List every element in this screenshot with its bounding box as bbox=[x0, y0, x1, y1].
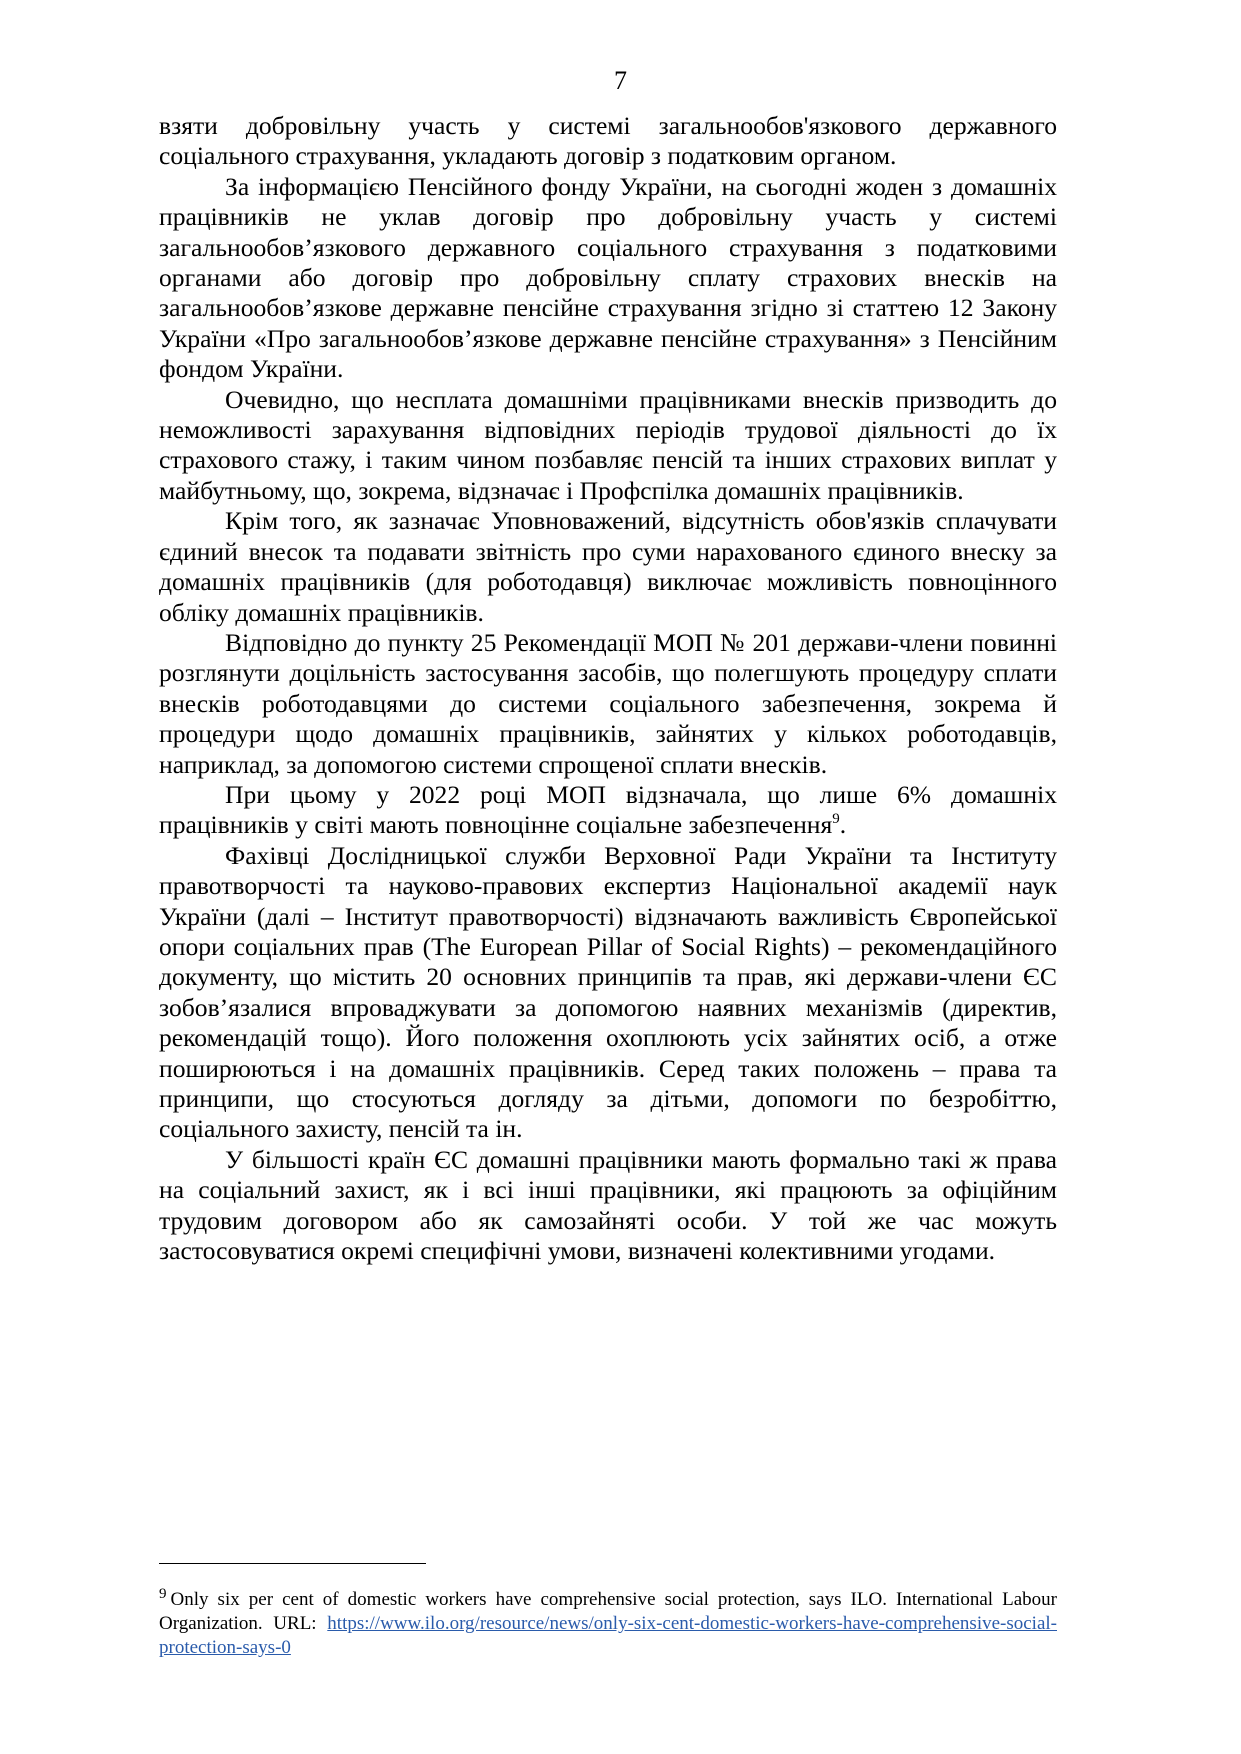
paragraph: Відповідно до пункту 25 Рекомендації МОП № 201 держави-члени повинні розглянути доцільність застосування засобів, що полегшують процедуру сплати внесків роботодавцями до системи соціального забезпечення, зокрема й процедури щодо домашніх працівників, зайнятих у кількох роботодавців, наприклад, за допомогою системи спрощеної сплати внесків. bbox=[159, 627, 1057, 779]
paragraph-text: При цьому у 2022 році МОП відзначала, що лише 6% домашніх працівників у світі мають повноцінне соціальне забезпечення bbox=[159, 779, 1057, 840]
footnote-text: Only six per cent of domestic workers have comprehensive social protection, says ILO. International Labour Organization. URL: bbox=[159, 1589, 1057, 1634]
paragraph: У більшості країн ЄС домашні працівники мають формально такі ж права на соціальний захист, як і всі інші працівники, які працюють за офіційним трудовим договором або як самозайняті особи. У той же час можуть застосовуватися окремі специфічні умови, визначені колективними угодами. bbox=[159, 1144, 1057, 1266]
paragraph: Крім того, як зазначає Уповноважений, відсутність обов'язків сплачувати єдиний внесок та подавати звітність про суми нарахованого єдиного внеску за домашніх працівників (для роботодавця) виключає можливість повноцінного обліку домашніх працівників. bbox=[159, 506, 1057, 627]
paragraph-end: . bbox=[839, 810, 847, 840]
paragraph: взяти добровільну участь у системі загальнообов'язкового державного соціального страхування, укладають договір з податковим органом. bbox=[159, 111, 1057, 171]
body-text bbox=[159, 111, 1057, 1266]
paragraph: За інформацією Пенсійного фонду України, на сьогодні жоден з домашніх працівників не уклав договір про добровільну участь у системі загальнообов’язкового державного соціального страхування з податковими органами або договір про добровільну сплату страхових внесків на загальнообов’язкове державне пенсійне страхування згідно зі статтею 12 Закону України «Про загальнообов’язкове державне пенсійне страхування» з Пенсійним фондом України. bbox=[159, 171, 1057, 384]
paragraph: Очевидно, що несплата домашніми працівниками внесків призводить до неможливості зарахування відповідних періодів трудової діяльності до їх страхового стажу, і таким чином позбавляє пенсій та інших страхових виплат у майбутньому, що, зокрема, відзначає і Профспілка домашніх працівників. bbox=[159, 384, 1057, 505]
page-number: 7 bbox=[614, 66, 627, 95]
footnote-separator bbox=[159, 1563, 426, 1564]
paragraph: Фахівці Дослідницької служби Верховної Ради України та Інституту правотворчості та науково-правових експертиз Національної академії наук України (далі – Інститут правотворчості) відзначають важливість Європейської опори соціальних прав (The European Pillar of Social Rights) – рекомендаційного документу, що містить 20 основних принципів та прав, які держави-члени ЄС зобов’язалися впроваджувати за допомогою наявних механізмів (директив, рекомендацій тощо). Його положення охоплюють усіх зайнятих осіб, а отже поширюються і на домашніх працівників. Серед таких положень – права та принципи, що стосуються догляду за дітьми, допомоги по безробіттю, соціального захисту, пенсій та ін. bbox=[159, 840, 1057, 1144]
footnote-reference[interactable]: 9 bbox=[832, 811, 840, 828]
footnote-number: 9 bbox=[159, 1586, 167, 1602]
footnote bbox=[159, 1588, 1057, 1660]
footnote-link[interactable]: https://www.ilo.org/resource/news/only-six-cent-domestic-workers-have-comprehensive-social-protection-says-0 bbox=[159, 1613, 1057, 1658]
paragraph-with-footnote bbox=[159, 780, 1057, 841]
